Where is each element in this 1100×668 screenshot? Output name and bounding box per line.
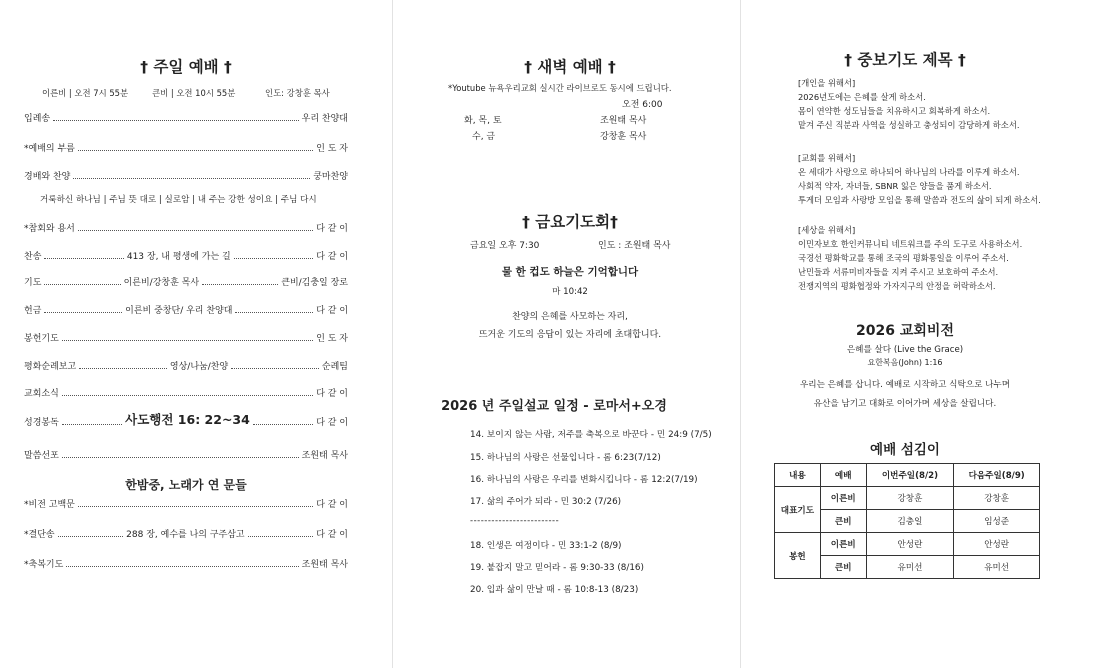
service-item-person: 인 도 자: [316, 334, 348, 344]
table-cell: 강창훈: [954, 487, 1040, 510]
service-item-person: 다 같 이: [316, 530, 348, 540]
friday-prayer-title: † 금요기도회†: [522, 213, 618, 231]
service-item-person: 다 같 이: [316, 389, 348, 399]
service-item-label: *비전 고백문: [24, 500, 75, 510]
duty-group: 봉헌: [775, 533, 821, 579]
dotted-leader: [53, 120, 299, 121]
dawn-days: 화, 목, 토: [464, 116, 502, 126]
service-item-label: *참회와 용서: [24, 224, 75, 234]
prayer-item: 사회적 약자, 자녀들, SBNR 잃은 양들을 품게 하소서.: [798, 181, 992, 191]
table-cell: 안성란: [866, 533, 954, 556]
table-row: [775, 487, 1040, 510]
service-row: [24, 168, 348, 182]
dotted-leader: [202, 284, 278, 285]
service-row: [24, 358, 348, 372]
main-service-time: 큰비 | 오전 10시 55분: [152, 88, 236, 98]
service-row: [24, 140, 348, 154]
sunday-service-title: † 주일 예배 †: [140, 58, 232, 76]
service-row: [24, 526, 348, 540]
world-prayer-heading: [세상을 위해서]: [798, 225, 856, 235]
sermon-item: 20. 입과 삶이 만날 때 - 롬 10:8-13 (8/23): [470, 585, 639, 595]
table-header: 다음주일(8/9): [954, 464, 1040, 487]
sunday-service-column: [22, 0, 350, 668]
dotted-leader: [248, 536, 314, 537]
service-item-person: 다 같 이: [316, 306, 349, 316]
service-item-detail: 이른비/강창훈 목사: [123, 278, 200, 288]
table-cell: 유미선: [866, 556, 954, 579]
service-row: [24, 496, 348, 510]
service-row: [24, 385, 348, 399]
early-service-time: 이른비 | 오전 7시 55분: [42, 88, 129, 98]
dotted-leader: [234, 258, 313, 259]
column-divider: [740, 0, 741, 668]
schedule-separator: -------------------------: [470, 516, 560, 526]
service-row: [24, 447, 348, 461]
friday-theme: 물 한 컵도 하늘은 기억합니다: [501, 266, 639, 278]
service-item-person: 우리 찬양대: [301, 114, 348, 124]
duty-group: 대표기도: [775, 487, 821, 533]
service-row: [24, 110, 348, 124]
service-item-label: 기도: [24, 278, 42, 288]
prayer-item: 국경선 평화학교를 통해 조국의 평화통일을 이루어 주소서.: [798, 253, 1009, 263]
intercession-title: † 중보기도 제목 †: [844, 51, 966, 69]
dawn-leader: 조원태 목사: [600, 116, 647, 126]
friday-time: 금요일 오후 7:30: [470, 241, 540, 251]
dawn-service-title: † 새벽 예배 †: [524, 58, 616, 76]
table-header: 이번주일(8/2): [866, 464, 954, 487]
personal-prayer-heading: [개인을 위해서]: [798, 78, 856, 88]
service-row: [24, 302, 348, 316]
worship-song-list: 거룩하신 하나님 | 주님 뜻 대로 | 실로암 | 내 주는 강한 성이요 | 주님 다시: [40, 195, 317, 205]
prayer-item: 난민들과 서류미비자들을 지켜 주시고 보호하여 주소서.: [798, 267, 999, 277]
friday-description: 찬양의 은혜를 사모하는 자리,: [512, 312, 628, 322]
church-prayer-heading: [교회를 위해서]: [798, 153, 856, 163]
service-item-person: 인 도 자: [316, 144, 348, 154]
sermon-schedule-title: 2026 년 주일설교 일정 - 로마서+오경: [441, 399, 667, 414]
service-item-label: 평화순례보고: [24, 362, 77, 372]
dotted-leader: [66, 566, 298, 567]
dotted-leader: [73, 178, 310, 179]
service-item-person: 조원태 목사: [301, 560, 348, 570]
service-item-detail: 이른비 중창단/ 우리 찬양대: [125, 306, 233, 316]
dotted-leader: [58, 536, 124, 537]
vision-description: 우리는 은혜를 삽니다. 예배로 시작하고 식탁으로 나누며: [799, 380, 1011, 390]
sermon-item: 18. 인생은 여정이다 - 민 33:1-2 (8/9): [470, 541, 622, 551]
service-item-label: 교회소식: [24, 389, 59, 399]
dawn-youtube-note: *Youtube 뉴욕우리교회 실시간 라이브로도 동시에 드립니다.: [448, 83, 672, 93]
vision-verse: 요한복음(John) 1:16: [867, 358, 943, 367]
table-cell: 강창훈: [866, 487, 954, 510]
middle-column: [440, 0, 712, 668]
friday-verse: 마 10:42: [552, 287, 588, 297]
service-name: 큰비: [820, 510, 866, 533]
service-item-detail: 288 장, 예수를 나의 구주삼고: [126, 530, 245, 540]
service-row: [24, 414, 348, 428]
column-divider: [392, 0, 393, 668]
sermon-item: 19. 붙잡지 말고 믿어라 - 롬 9:30-33 (8/16): [470, 563, 644, 573]
dotted-leader: [79, 368, 167, 369]
friday-description: 뜨거운 기도의 응답이 있는 자리에 초대합니다.: [478, 330, 662, 340]
table-header: 내용: [775, 464, 821, 487]
dotted-leader: [78, 506, 313, 507]
prayer-item: 맡겨 주신 직분과 사역을 성실하고 충성되이 감당하게 하소서.: [798, 120, 1020, 130]
table-row: [775, 533, 1040, 556]
sermon-item: 14. 보이지 않는 사람, 저주를 축복으로 바꾼다 - 민 24:9 (7/5): [470, 430, 712, 440]
service-item-person: 다 같 이: [316, 500, 348, 510]
table-header: 예배: [820, 464, 866, 487]
service-row: [24, 274, 348, 288]
table-cell: 안성란: [954, 533, 1040, 556]
dotted-leader: [235, 312, 313, 313]
service-item-label: 말씀선포: [24, 451, 59, 461]
table-header-row: [775, 464, 1040, 487]
service-item-person: 순례팀: [321, 362, 348, 372]
service-item-label: 입례송: [24, 114, 51, 124]
dotted-leader: [253, 424, 313, 425]
service-item-label: *축복기도: [24, 560, 64, 570]
service-item-label: *예배의 부름: [24, 144, 75, 154]
service-item-detail: 사도행전 16: 22~34: [125, 412, 250, 427]
service-item-label: 헌금: [24, 306, 42, 316]
table-cell: 유미선: [954, 556, 1040, 579]
prayer-item: 2026년도에는 은혜를 살게 하소서.: [798, 92, 926, 102]
service-name: 큰비: [820, 556, 866, 579]
service-item-person: 다 같 이: [316, 224, 348, 234]
service-row: [24, 248, 348, 262]
prayer-item: 투게더 모임과 사랑방 모임을 통해 말씀과 전도의 삶이 되게 하소서.: [798, 195, 1041, 205]
service-item-person: 조원태 목사: [301, 451, 348, 461]
prayer-item: 이민자보호 한인커뮤니티 네트워크를 주의 도구로 사용하소서.: [798, 239, 1023, 249]
dotted-leader: [231, 368, 319, 369]
dotted-leader: [62, 340, 313, 341]
vision-title: 2026 교회비전: [856, 323, 954, 339]
right-column: [770, 0, 1040, 668]
dawn-days: 수, 금: [472, 132, 496, 142]
dawn-time: 오전 6:00: [622, 100, 663, 110]
duty-title: 예배 섬김이: [870, 442, 940, 458]
sermon-subtitle: 한밤중, 노래가 연 문들: [125, 478, 247, 492]
service-name: 이른비: [820, 487, 866, 510]
dotted-leader: [44, 258, 123, 259]
friday-leader: 인도 : 조원태 목사: [598, 241, 671, 251]
dotted-leader: [44, 284, 120, 285]
service-item-person: 쿵마찬양: [313, 172, 348, 182]
sermon-item: 17. 삶의 주어가 되라 - 민 30:2 (7/26): [470, 497, 622, 507]
dotted-leader: [62, 457, 299, 458]
service-item-detail: 영상/나눔/찬양: [169, 362, 229, 372]
dawn-leader: 강창훈 목사: [600, 132, 647, 142]
sermon-item: 15. 하나님의 사랑은 선물입니다 - 롬 6:23(7/12): [470, 453, 661, 463]
dotted-leader: [62, 395, 313, 396]
dotted-leader: [78, 230, 313, 231]
service-item-person: 큰비/김충일 장로: [281, 278, 349, 288]
service-item-person: 다 같 이: [316, 418, 349, 428]
prayer-item: 전쟁지역의 평화협정와 가자지구의 안정을 허락하소서.: [798, 281, 996, 291]
service-item-label: 성경봉독: [24, 418, 59, 428]
vision-subtitle: 은혜를 살다 (Live the Grace): [846, 345, 964, 355]
dotted-leader: [62, 424, 122, 425]
service-item-detail: 413 장, 내 평생에 가는 길: [126, 252, 231, 262]
service-row: [24, 556, 348, 570]
prayer-item: 온 세대가 사랑으로 하나되어 하나님의 나라를 이루게 하소서.: [798, 167, 1020, 177]
dotted-leader: [44, 312, 122, 313]
service-row: [24, 330, 348, 344]
service-leader: 인도: 강창훈 목사: [265, 88, 330, 98]
service-item-label: 찬송: [24, 252, 42, 262]
table-cell: 김충일: [866, 510, 954, 533]
service-item-person: 다 같 이: [316, 252, 349, 262]
sermon-item: 16. 하나님의 사랑은 우리를 변화시킵니다 - 롬 12:2(7/19): [470, 475, 698, 485]
table-cell: 임성준: [954, 510, 1040, 533]
service-item-label: 경배와 찬양: [24, 172, 71, 182]
dotted-leader: [78, 150, 313, 151]
duty-table: [774, 463, 1040, 579]
vision-description: 유산을 남기고 대화로 이어가며 세상을 살립니다.: [813, 399, 997, 409]
service-name: 이른비: [820, 533, 866, 556]
service-item-label: *결단송: [24, 530, 55, 540]
service-row: [24, 220, 348, 234]
service-item-label: 봉헌기도: [24, 334, 59, 344]
prayer-item: 몸이 연약한 성도님들을 치유하시고 회복하게 하소서.: [798, 106, 991, 116]
